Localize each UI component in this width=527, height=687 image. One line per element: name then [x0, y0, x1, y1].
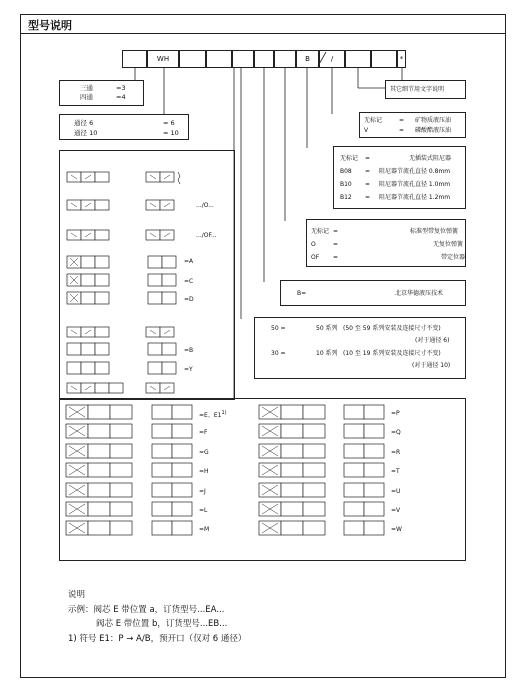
fluid-none-dash: = [399, 117, 405, 124]
ways-three-code: =3 [116, 84, 126, 92]
code-cell: * [397, 50, 406, 68]
ways-four-code: =4 [116, 93, 126, 101]
ways-three-label: 三通 [80, 84, 93, 92]
spool-code: =Q [391, 429, 401, 436]
series-option-box [254, 317, 466, 379]
size6-code: = 6 [163, 119, 175, 127]
damper-desc: 阻尼器节流孔直径 0.8mm [379, 168, 451, 175]
fluid-v-label: V [364, 127, 369, 134]
spring-dash: = [333, 241, 339, 248]
series-code: 30 = [271, 350, 286, 357]
ways-four-label: 四通 [80, 93, 93, 101]
spool-code: =G [199, 449, 209, 456]
spool-code: =B [184, 347, 194, 354]
spool-code: =W [391, 526, 402, 533]
fluid-none-label: 无标记 [364, 117, 383, 124]
code-cell: WH [147, 50, 179, 68]
brand-desc: 北京华德液压技术 [395, 290, 444, 297]
spool-code: =T [391, 468, 400, 475]
spool-code: =M [199, 526, 210, 533]
spool-code: =F [199, 429, 208, 436]
damper-code: 无标记 [340, 155, 359, 162]
damper-code: B12 [340, 194, 352, 201]
size6-label: 通径 6 [74, 119, 94, 127]
damper-dash: = [365, 181, 371, 188]
damper-code: B08 [340, 168, 352, 175]
size10-label: 通径 10 [74, 129, 98, 137]
spool-code: =P [391, 410, 400, 417]
series-note: (对于通径 10) [412, 362, 451, 369]
spring-dash: = [333, 254, 339, 261]
other-details-box [385, 80, 466, 99]
series-name: 50 系列 [316, 325, 338, 332]
spring-desc: 带定位器 [441, 254, 466, 261]
spool-code: =H [199, 468, 209, 475]
spring-of-label: .../OF... [196, 232, 217, 239]
series-name: 10 系列 [316, 350, 338, 357]
damper-dash: = [365, 194, 371, 201]
series-desc: (10 至 19 系列安装及连接尺寸不变) [343, 350, 441, 357]
fluid-v-dash: = [399, 127, 405, 134]
spring-desc: 标准型带复位弹簧 [410, 228, 459, 235]
page-title: 型号说明 [28, 19, 72, 32]
spring-option-box [306, 219, 466, 267]
size-option-box [59, 114, 189, 140]
damper-desc: 阻尼器节流孔直径 1.0mm [379, 181, 451, 188]
spool-code: =C [184, 278, 194, 285]
spring-code: OF [311, 254, 320, 261]
spring-desc: 无复位弹簧 [433, 241, 464, 248]
fluid-v-desc: 磷酸酯液压油 [415, 127, 452, 134]
damper-desc: 阻尼器节流孔直径 1.2mm [379, 194, 451, 201]
damper-dash: = [365, 155, 371, 162]
spring-code: O [311, 241, 316, 248]
fluid-option-box [359, 112, 466, 138]
damper-dash: = [365, 168, 371, 175]
code-cell: B [296, 50, 319, 68]
notes-section [68, 588, 246, 646]
spool-code: =R [391, 449, 401, 456]
notes-example-a: 示例：阀芯 E 带位置 a，订货型号...EA... [68, 604, 225, 615]
connector-line [318, 52, 326, 66]
spool-code: =V [391, 507, 401, 514]
spool-code: =Y [184, 366, 193, 373]
damper-code: B10 [340, 181, 352, 188]
spring-dash: = [333, 228, 339, 235]
brand-option-box [280, 280, 466, 306]
spring-o-label: .../O... [196, 202, 214, 209]
notes-footnote: 1) 符号 E1：P → A/B，预开口（仅对 6 通径） [68, 633, 247, 644]
series-desc: (50 至 59 系列安装及连接尺寸不变) [343, 325, 441, 332]
ways-option-box [59, 80, 144, 106]
symbol-area-bottom [59, 398, 466, 561]
series-note: (对于通径 6) [415, 337, 450, 344]
spool-code: =A [184, 258, 194, 265]
spool-code: =J [199, 488, 206, 495]
spool-code: =E、E1$^{1)}$ [199, 410, 227, 419]
spool-code: =D [184, 296, 194, 303]
damper-option-box [333, 146, 466, 209]
spool-code: =U [391, 488, 401, 495]
notes-heading: 说明 [68, 590, 86, 600]
series-code: 50 = [271, 325, 286, 332]
code-cell: / [319, 50, 345, 68]
notes-example-b: 阀芯 E 带位置 b，订货型号...EB... [96, 619, 228, 629]
size10-code: = 10 [163, 129, 179, 137]
damper-desc: 无插装式阻尼器 [409, 155, 452, 162]
spring-code: 无标记 [311, 228, 330, 235]
brand-code: B= [297, 290, 307, 297]
fluid-none-desc: 矿物质液压油 [415, 117, 452, 124]
spool-code: =L [199, 507, 208, 514]
other-details-text: 其它细节用文字说明 [390, 86, 445, 93]
symbol-area-top [59, 150, 235, 400]
